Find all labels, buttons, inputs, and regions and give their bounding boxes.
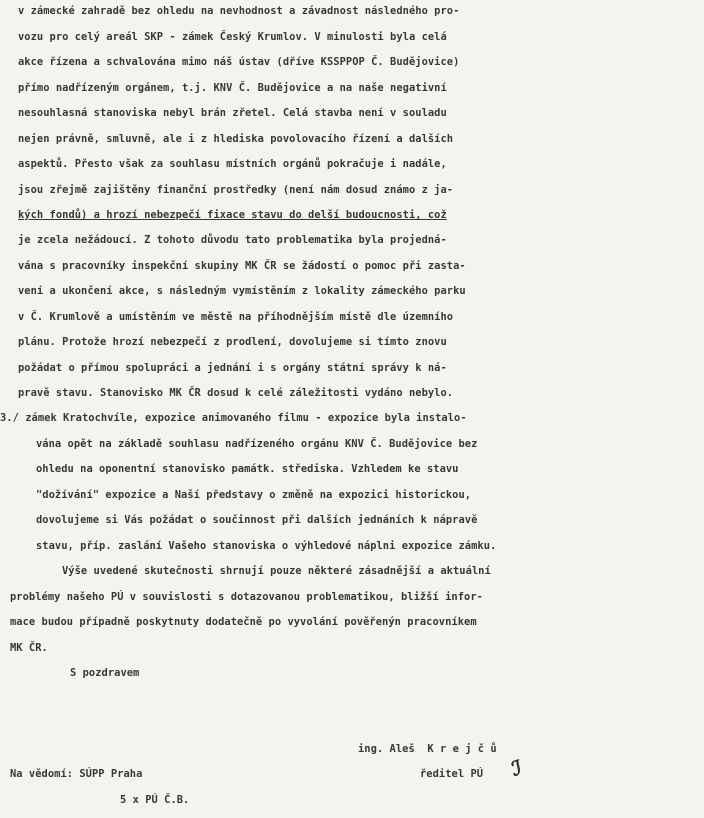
cc-copies: 5 x PÚ Č.B. [120, 794, 190, 806]
paragraph-line: je zcela nežádoucí. Z tohoto důvodu tato problematika byla projedná- [18, 234, 447, 246]
paragraph-line: aspektů. Přesto však za souhlasu místních orgánů pokračuje i nadále, [18, 158, 447, 170]
paragraph-line: vení a ukončení akce, s následným vymístěním z lokality zámeckého parku [18, 285, 466, 297]
paragraph-line: přímo nadřízeným orgánem, t.j. KNV Č. Budějovice a na naše negativní [18, 82, 447, 94]
item-3-line: ohledu na oponentní stanovisko památk. střediska. Vzhledem ke stavu [36, 463, 459, 475]
paragraph-line: vozu pro celý areál SKP - zámek Český Krumlov. V minulosti byla celá [18, 31, 447, 43]
closing-line: problémy našeho PÚ v souvislosti s dotazovanou problematikou, bližší infor- [10, 591, 483, 603]
greeting: S pozdravem [70, 667, 140, 679]
item-3-line: stavu, příp. zaslání Vašeho stanoviska o výhledové náplni expozice zámku. [36, 540, 497, 552]
closing-line: mace budou případně poskytnuty dodatečně po vyvolání pověřenýn pracovníkem [10, 616, 477, 628]
signatory-name: ing. Aleš K r e j č ů [358, 743, 497, 755]
handwritten-signature-mark: ℐ [509, 755, 524, 781]
paragraph-line: v Č. Krumlově a umístěním ve městě na příhodnějším místě dle územního [18, 311, 454, 323]
paragraph-line-underlined: kých fondů) a hrozí nebezpečí fixace stavu do delší budoucnosti, což [18, 209, 447, 221]
paragraph-line: vána s pracovníky inspekční skupiny MK ČR se žádostí o pomoc při zasta- [18, 260, 466, 272]
paragraph-line: nejen právně, smluvně, ale i z hlediska povolovacího řízení a dalších [18, 133, 454, 145]
paragraph-line: plánu. Protože hrozí nebezpečí z prodlení, dovolujeme si tímto znovu [18, 336, 447, 348]
paragraph-line: pravě stavu. Stanovisko MK ČR dosud k celé záležitosti vydáno nebylo. [18, 387, 454, 399]
signatory-title: ředitel PÚ [420, 768, 484, 780]
item-3-line: "dožívání" expozice a Naší představy o změně na expozici historickou, [36, 489, 472, 501]
closing-line: Výše uvedené skutečnosti shrnují pouze některé zásadnější a aktuální [62, 565, 491, 577]
paragraph-line: požádat o přímou spolupráci a jednání i s orgány státní správy k ná- [18, 362, 447, 374]
paragraph-line: nesouhlasná stanoviska nebyl brán zřetel. Celá stavba není v souladu [18, 107, 447, 119]
closing-line: MK ČR. [10, 642, 48, 654]
paragraph-line: akce řízena a schvalována mimo náš ústav (dříve KSSPPOP Č. Budějovice) [18, 56, 460, 68]
paragraph-line: v zámecké zahradě bez ohledu na nevhodnost a závadnost následného pro- [18, 5, 460, 17]
item-3-line: vána opět na základě souhlasu nadřízeného orgánu KNV Č. Budějovice bez [36, 438, 478, 450]
paragraph-line: jsou zřejmě zajištěny finanční prostředky (není nám dosud známo z ja- [18, 184, 454, 196]
item-3-line: dovolujeme si Vás požádat o součinnost při dalších jednáních k nápravě [36, 514, 478, 526]
item-3-line: 3./ zámek Kratochvíle, expozice animovaného filmu - expozice byla instalo- [0, 412, 467, 424]
cc-label: Na vědomí: SÚPP Praha [10, 768, 143, 780]
